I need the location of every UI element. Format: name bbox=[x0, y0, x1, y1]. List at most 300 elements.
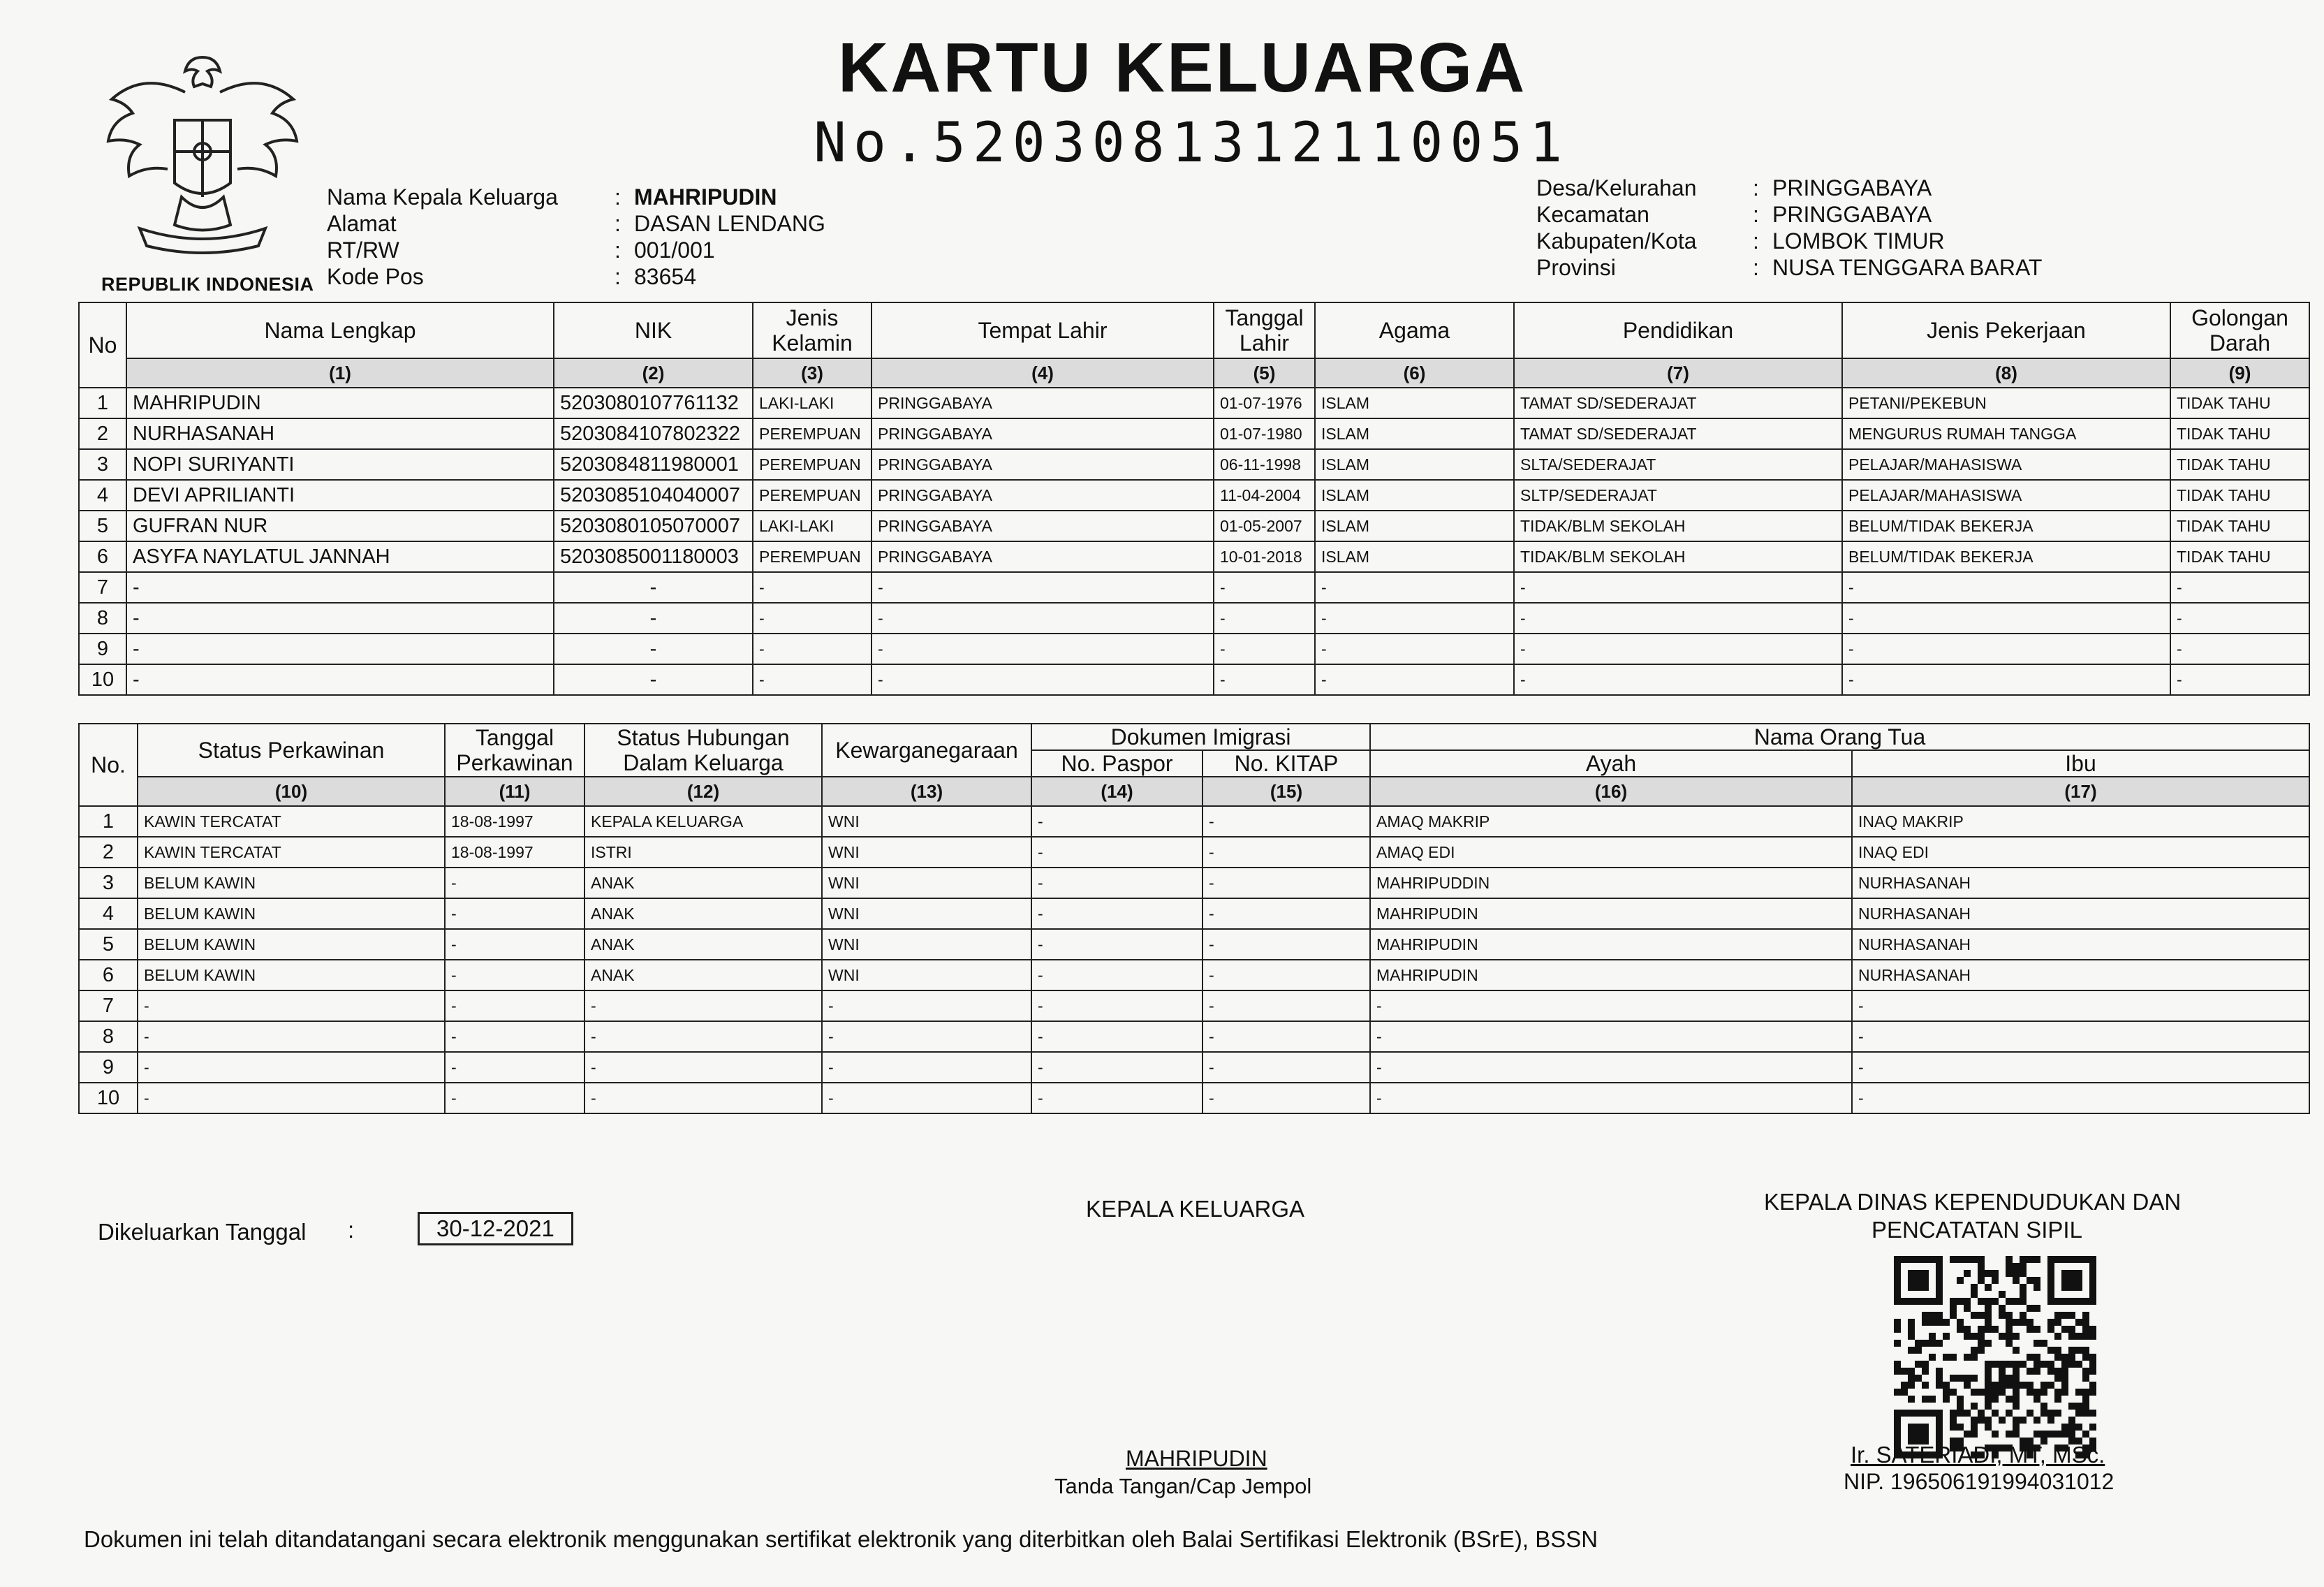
table-cell: AMAQ EDI bbox=[1370, 837, 1852, 868]
table-cell: 9 bbox=[79, 1052, 138, 1083]
header-field bbox=[1536, 175, 2042, 201]
kepala-keluarga-name: MAHRIPUDIN bbox=[1126, 1446, 1267, 1471]
table-cell: - bbox=[126, 664, 554, 695]
table-cell: - bbox=[1315, 572, 1514, 603]
table-cell: 7 bbox=[79, 572, 126, 603]
table-cell: PRINGGABAYA bbox=[872, 388, 1214, 418]
table-cell: 10 bbox=[79, 664, 126, 695]
table-cell: - bbox=[822, 1083, 1031, 1113]
table-cell: 2 bbox=[79, 418, 126, 449]
table-cell: - bbox=[1370, 1083, 1852, 1113]
table-cell: - bbox=[1031, 806, 1203, 837]
table-cell: TIDAK TAHU bbox=[2170, 449, 2309, 480]
table-row bbox=[79, 806, 2309, 837]
table-cell: WNI bbox=[822, 806, 1031, 837]
table-cell: - bbox=[445, 898, 584, 929]
column-header: No. bbox=[79, 724, 138, 806]
table-cell: 5203080107761132 bbox=[554, 388, 753, 418]
column-header: Kewarganegaraan bbox=[822, 724, 1031, 777]
table-cell: 6 bbox=[79, 960, 138, 990]
table-cell: - bbox=[1852, 1083, 2309, 1113]
table-row bbox=[79, 1083, 2309, 1113]
table-cell: - bbox=[1370, 1052, 1852, 1083]
table-cell: 8 bbox=[79, 1021, 138, 1052]
table-cell: - bbox=[1214, 664, 1315, 695]
table-cell: WNI bbox=[822, 868, 1031, 898]
table-cell: 10 bbox=[79, 1083, 138, 1113]
table-cell: - bbox=[1315, 664, 1514, 695]
table-cell: - bbox=[2170, 664, 2309, 695]
table-row bbox=[79, 837, 2309, 868]
table-cell: TAMAT SD/SEDERAJAT bbox=[1514, 388, 1842, 418]
column-index: (10) bbox=[138, 777, 445, 806]
official-name: Ir. SATERIADI, MT, MSc. bbox=[1851, 1442, 2105, 1468]
table-cell: - bbox=[1031, 990, 1203, 1021]
table-cell: ISLAM bbox=[1315, 480, 1514, 511]
table-cell: ISLAM bbox=[1315, 541, 1514, 572]
table-cell: BELUM KAWIN bbox=[138, 868, 445, 898]
header-field-value: DASAN LENDANG bbox=[634, 211, 825, 236]
table-row bbox=[79, 898, 2309, 929]
table-cell: - bbox=[445, 960, 584, 990]
column-index: (16) bbox=[1370, 777, 1852, 806]
table-cell: - bbox=[1203, 929, 1370, 960]
table-cell: 10-01-2018 bbox=[1214, 541, 1315, 572]
table-cell: WNI bbox=[822, 929, 1031, 960]
header-field-colon: : bbox=[1753, 175, 1759, 200]
table-cell: BELUM KAWIN bbox=[138, 960, 445, 990]
table-cell: ISTRI bbox=[584, 837, 822, 868]
table-cell: - bbox=[584, 990, 822, 1021]
table-cell: KEPALA KELUARGA bbox=[584, 806, 822, 837]
table-row bbox=[79, 929, 2309, 960]
table-cell: 18-08-1997 bbox=[445, 806, 584, 837]
table-cell: SLTA/SEDERAJAT bbox=[1514, 449, 1842, 480]
table-cell: - bbox=[554, 603, 753, 634]
table-cell: 2 bbox=[79, 837, 138, 868]
table-cell: 9 bbox=[79, 634, 126, 664]
table-cell: - bbox=[554, 634, 753, 664]
table-cell: ANAK bbox=[584, 960, 822, 990]
table-cell: - bbox=[1203, 1021, 1370, 1052]
table-cell: 06-11-1998 bbox=[1214, 449, 1315, 480]
table-cell: - bbox=[126, 572, 554, 603]
document-title: KARTU KELUARGA bbox=[838, 29, 1527, 107]
table-cell: - bbox=[2170, 603, 2309, 634]
header-field-label: RT/RW bbox=[327, 237, 399, 263]
table-cell: INAQ EDI bbox=[1852, 837, 2309, 868]
table-cell: - bbox=[872, 603, 1214, 634]
column-index: (11) bbox=[445, 777, 584, 806]
table-cell: - bbox=[872, 572, 1214, 603]
header-field-label: Kecamatan bbox=[1536, 202, 1649, 227]
table-cell: - bbox=[753, 603, 872, 634]
table-cell: 18-08-1997 bbox=[445, 837, 584, 868]
table-cell: - bbox=[1031, 898, 1203, 929]
table-cell: 5203080105070007 bbox=[554, 511, 753, 541]
column-index: (3) bbox=[753, 358, 872, 388]
table-cell: PETANI/PEKEBUN bbox=[1842, 388, 2170, 418]
table-cell: 5203085104040007 bbox=[554, 480, 753, 511]
table-cell: BELUM KAWIN bbox=[138, 898, 445, 929]
table-cell: - bbox=[1315, 634, 1514, 664]
column-index: (13) bbox=[822, 777, 1031, 806]
table-cell: WNI bbox=[822, 960, 1031, 990]
column-index: (2) bbox=[554, 358, 753, 388]
table-cell: MAHRIPUDIN bbox=[126, 388, 554, 418]
column-header: No. Paspor bbox=[1031, 750, 1203, 777]
table-cell: ISLAM bbox=[1315, 388, 1514, 418]
table-header-row bbox=[79, 724, 2309, 750]
table-cell: TIDAK TAHU bbox=[2170, 480, 2309, 511]
column-index: (12) bbox=[584, 777, 822, 806]
table-cell: - bbox=[445, 868, 584, 898]
table-cell: ISLAM bbox=[1315, 511, 1514, 541]
table-cell: - bbox=[1370, 990, 1852, 1021]
electronic-signature-disclaimer: Dokumen ini telah ditandatangani secara elektronik menggunakan sertifikat elektronik yang diterbitkan oleh Balai Sertifikasi Elektronik (BSrE), BSSN bbox=[84, 1526, 1598, 1552]
header-field-label: Kode Pos bbox=[327, 264, 424, 289]
header-field-colon: : bbox=[1753, 228, 1759, 254]
table-row bbox=[79, 634, 2309, 664]
column-index: (8) bbox=[1842, 358, 2170, 388]
table-cell: - bbox=[445, 990, 584, 1021]
table-cell: LAKI-LAKI bbox=[753, 388, 872, 418]
table-cell: 4 bbox=[79, 898, 138, 929]
kepala-keluarga-title: KEPALA KELUARGA bbox=[1086, 1196, 1305, 1222]
header-field-value: NUSA TENGGARA BARAT bbox=[1772, 255, 2043, 280]
table-cell: - bbox=[584, 1021, 822, 1052]
table-row bbox=[79, 664, 2309, 695]
table-row bbox=[79, 572, 2309, 603]
header-field bbox=[327, 237, 825, 263]
table-cell: PRINGGABAYA bbox=[872, 449, 1214, 480]
table-cell: - bbox=[554, 664, 753, 695]
table-cell: PEREMPUAN bbox=[753, 418, 872, 449]
table-cell: - bbox=[822, 1052, 1031, 1083]
table-cell: ANAK bbox=[584, 929, 822, 960]
table-cell: NURHASANAH bbox=[126, 418, 554, 449]
table-cell: 1 bbox=[79, 388, 126, 418]
table-cell: - bbox=[138, 990, 445, 1021]
header-field bbox=[1536, 254, 2042, 281]
table-row bbox=[79, 541, 2309, 572]
table-cell: - bbox=[1031, 929, 1203, 960]
table-cell: - bbox=[1214, 603, 1315, 634]
table-cell: 3 bbox=[79, 868, 138, 898]
column-header: Agama bbox=[1315, 302, 1514, 358]
header-field bbox=[1536, 201, 2042, 228]
header-field-value: PRINGGABAYA bbox=[1772, 175, 1932, 200]
table-row bbox=[79, 990, 2309, 1021]
column-header: Status Hubungan Dalam Keluarga bbox=[584, 724, 822, 777]
table-cell: ANAK bbox=[584, 868, 822, 898]
header-field bbox=[1536, 228, 2042, 254]
table-cell: - bbox=[1842, 603, 2170, 634]
table-cell: - bbox=[1214, 572, 1315, 603]
table-row bbox=[79, 960, 2309, 990]
header-field bbox=[327, 210, 825, 237]
dinas-title-line-1: KEPALA DINAS KEPENDUDUKAN DAN bbox=[1764, 1189, 2182, 1215]
column-index: (9) bbox=[2170, 358, 2309, 388]
table-cell: 5203085001180003 bbox=[554, 541, 753, 572]
header-field-value: PRINGGABAYA bbox=[1772, 202, 1932, 227]
column-header: Tanggal Lahir bbox=[1214, 302, 1315, 358]
table-cell: 5203084107802322 bbox=[554, 418, 753, 449]
column-header: Tempat Lahir bbox=[872, 302, 1214, 358]
table-row bbox=[79, 480, 2309, 511]
table-cell: - bbox=[1031, 1021, 1203, 1052]
table-cell: - bbox=[1852, 1052, 2309, 1083]
table-cell: 01-07-1980 bbox=[1214, 418, 1315, 449]
table-cell: - bbox=[445, 929, 584, 960]
table-cell: PRINGGABAYA bbox=[872, 418, 1214, 449]
header-field-label: Nama Kepala Keluarga bbox=[327, 184, 558, 210]
family-members-table bbox=[78, 302, 2310, 696]
table-cell: 7 bbox=[79, 990, 138, 1021]
table-cell: - bbox=[1031, 1083, 1203, 1113]
column-header: Jenis Kelamin bbox=[753, 302, 872, 358]
table-cell: - bbox=[822, 1021, 1031, 1052]
table-cell: TIDAK TAHU bbox=[2170, 541, 2309, 572]
table-cell: - bbox=[1370, 1021, 1852, 1052]
table-cell: - bbox=[1203, 1083, 1370, 1113]
table-cell: - bbox=[126, 634, 554, 664]
issued-date-value: 30-12-2021 bbox=[418, 1212, 573, 1245]
official-nip: NIP. 196506191994031012 bbox=[1844, 1469, 2115, 1494]
table-cell: - bbox=[1031, 837, 1203, 868]
table-row bbox=[79, 603, 2309, 634]
table-cell: - bbox=[1514, 634, 1842, 664]
table-cell: PELAJAR/MAHASISWA bbox=[1842, 449, 2170, 480]
header-field-label: Desa/Kelurahan bbox=[1536, 175, 1697, 200]
column-header: No bbox=[79, 302, 126, 388]
table-cell: WNI bbox=[822, 837, 1031, 868]
column-header: Nama Lengkap bbox=[126, 302, 554, 358]
table-cell: - bbox=[1315, 603, 1514, 634]
header-field-colon: : bbox=[615, 264, 621, 289]
header-field-label: Kabupaten/Kota bbox=[1536, 228, 1697, 254]
table-cell: ISLAM bbox=[1315, 449, 1514, 480]
table-header-row bbox=[79, 302, 2309, 358]
table-cell: - bbox=[1842, 664, 2170, 695]
header-field-colon: : bbox=[615, 211, 621, 236]
table-cell: SLTP/SEDERAJAT bbox=[1514, 480, 1842, 511]
table-cell: - bbox=[1203, 1052, 1370, 1083]
table-cell: PEREMPUAN bbox=[753, 480, 872, 511]
table-cell: TIDAK/BLM SEKOLAH bbox=[1514, 511, 1842, 541]
family-status-table bbox=[78, 723, 2310, 1114]
table-cell: TAMAT SD/SEDERAJAT bbox=[1514, 418, 1842, 449]
table-cell: AMAQ MAKRIP bbox=[1370, 806, 1852, 837]
table-cell: - bbox=[753, 634, 872, 664]
dinas-title-line-2: PENCATATAN SIPIL bbox=[1871, 1217, 2082, 1243]
table-cell: PEREMPUAN bbox=[753, 541, 872, 572]
column-header: Pendidikan bbox=[1514, 302, 1842, 358]
table-cell: MAHRIPUDIN bbox=[1370, 898, 1852, 929]
table-cell: 8 bbox=[79, 603, 126, 634]
table-cell: - bbox=[1214, 634, 1315, 664]
table-cell: NURHASANAH bbox=[1852, 929, 2309, 960]
table-cell: 4 bbox=[79, 480, 126, 511]
column-index-row bbox=[79, 777, 2309, 806]
table-cell: 5 bbox=[79, 929, 138, 960]
column-index: (7) bbox=[1514, 358, 1842, 388]
country-label: REPUBLIK INDONESIA bbox=[101, 274, 314, 295]
header-field bbox=[327, 184, 825, 210]
column-header: No. KITAP bbox=[1203, 750, 1370, 777]
issued-date-colon: : bbox=[348, 1217, 355, 1243]
column-index: (4) bbox=[872, 358, 1214, 388]
header-left-block bbox=[327, 184, 825, 290]
table-cell: - bbox=[584, 1052, 822, 1083]
table-cell: 5 bbox=[79, 511, 126, 541]
table-row bbox=[79, 449, 2309, 480]
table-cell: - bbox=[753, 664, 872, 695]
table-cell: 01-05-2007 bbox=[1214, 511, 1315, 541]
header-field-colon: : bbox=[1753, 202, 1759, 227]
table-cell: - bbox=[445, 1021, 584, 1052]
table-cell: PEREMPUAN bbox=[753, 449, 872, 480]
table-cell: 11-04-2004 bbox=[1214, 480, 1315, 511]
table-cell: - bbox=[126, 603, 554, 634]
table-cell: - bbox=[2170, 634, 2309, 664]
column-header: Dokumen Imigrasi bbox=[1031, 724, 1370, 750]
table-cell: - bbox=[1203, 898, 1370, 929]
column-header: Jenis Pekerjaan bbox=[1842, 302, 2170, 358]
table-cell: TIDAK/BLM SEKOLAH bbox=[1514, 541, 1842, 572]
table-cell: 01-07-1976 bbox=[1214, 388, 1315, 418]
table-cell: - bbox=[1514, 572, 1842, 603]
table-cell: - bbox=[1514, 664, 1842, 695]
header-field-value: LOMBOK TIMUR bbox=[1772, 228, 1945, 254]
table-cell: 1 bbox=[79, 806, 138, 837]
column-index: (1) bbox=[126, 358, 554, 388]
table-cell: INAQ MAKRIP bbox=[1852, 806, 2309, 837]
table-cell: NURHASANAH bbox=[1852, 868, 2309, 898]
table-cell: - bbox=[584, 1083, 822, 1113]
issued-date-label: Dikeluarkan Tanggal bbox=[98, 1219, 307, 1245]
table-cell: - bbox=[1031, 868, 1203, 898]
table-cell: - bbox=[872, 634, 1214, 664]
column-header: Ibu bbox=[1852, 750, 2309, 777]
table-cell: - bbox=[138, 1083, 445, 1113]
table-row bbox=[79, 418, 2309, 449]
table-row bbox=[79, 1052, 2309, 1083]
table-cell: - bbox=[1842, 634, 2170, 664]
column-index-row bbox=[79, 358, 2309, 388]
table-cell: MAHRIPUDIN bbox=[1370, 960, 1852, 990]
table-cell: MAHRIPUDDIN bbox=[1370, 868, 1852, 898]
table-cell: PELAJAR/MAHASISWA bbox=[1842, 480, 2170, 511]
column-header: Status Perkawinan bbox=[138, 724, 445, 777]
table-cell: BELUM KAWIN bbox=[138, 929, 445, 960]
header-field-value: 001/001 bbox=[634, 237, 715, 263]
table-cell: WNI bbox=[822, 898, 1031, 929]
table-cell: - bbox=[1031, 960, 1203, 990]
table-row bbox=[79, 388, 2309, 418]
column-index: (15) bbox=[1203, 777, 1370, 806]
table-cell: - bbox=[2170, 572, 2309, 603]
column-index: (17) bbox=[1852, 777, 2309, 806]
header-field-value: MAHRIPUDIN bbox=[634, 184, 777, 210]
table-cell: - bbox=[445, 1052, 584, 1083]
column-header: Tanggal Perkawinan bbox=[445, 724, 584, 777]
table-cell: - bbox=[1203, 990, 1370, 1021]
column-header: NIK bbox=[554, 302, 753, 358]
header-field-label: Alamat bbox=[327, 211, 397, 236]
table-cell: - bbox=[822, 990, 1031, 1021]
document-number: No.5203081312110051 bbox=[814, 112, 1570, 175]
header-right-block bbox=[1536, 175, 2042, 281]
table-cell: DEVI APRILIANTI bbox=[126, 480, 554, 511]
table-cell: - bbox=[1842, 572, 2170, 603]
table-cell: - bbox=[445, 1083, 584, 1113]
table-cell: NOPI SURIYANTI bbox=[126, 449, 554, 480]
table-cell: ANAK bbox=[584, 898, 822, 929]
table-cell: - bbox=[138, 1052, 445, 1083]
table-cell: MAHRIPUDIN bbox=[1370, 929, 1852, 960]
table-cell: - bbox=[1203, 960, 1370, 990]
table-cell: PRINGGABAYA bbox=[872, 541, 1214, 572]
table-cell: 6 bbox=[79, 541, 126, 572]
qr-code-icon bbox=[1894, 1256, 2096, 1458]
table-cell: - bbox=[1203, 868, 1370, 898]
header-field-colon: : bbox=[1753, 255, 1759, 280]
table-cell: - bbox=[872, 664, 1214, 695]
table-row bbox=[79, 511, 2309, 541]
header-field-value: 83654 bbox=[634, 264, 696, 289]
table-cell: GUFRAN NUR bbox=[126, 511, 554, 541]
table-cell: NURHASANAH bbox=[1852, 898, 2309, 929]
table-cell: TIDAK TAHU bbox=[2170, 511, 2309, 541]
table-cell: KAWIN TERCATAT bbox=[138, 806, 445, 837]
table-cell: - bbox=[554, 572, 753, 603]
table-cell: PRINGGABAYA bbox=[872, 511, 1214, 541]
column-header: Nama Orang Tua bbox=[1370, 724, 2309, 750]
table-cell: - bbox=[1031, 1052, 1203, 1083]
table-cell: 5203084811980001 bbox=[554, 449, 753, 480]
header-field-colon: : bbox=[615, 184, 621, 210]
table-cell: LAKI-LAKI bbox=[753, 511, 872, 541]
table-cell: - bbox=[1203, 806, 1370, 837]
table-cell: 3 bbox=[79, 449, 126, 480]
table-row bbox=[79, 868, 2309, 898]
column-index: (14) bbox=[1031, 777, 1203, 806]
table-cell: BELUM/TIDAK BEKERJA bbox=[1842, 511, 2170, 541]
table-cell: TIDAK TAHU bbox=[2170, 418, 2309, 449]
signature-label: Tanda Tangan/Cap Jempol bbox=[1054, 1474, 1312, 1498]
table-cell: - bbox=[1203, 837, 1370, 868]
table-row bbox=[79, 1021, 2309, 1052]
table-cell: NURHASANAH bbox=[1852, 960, 2309, 990]
table-cell: KAWIN TERCATAT bbox=[138, 837, 445, 868]
header-field bbox=[327, 263, 825, 290]
table-cell: PRINGGABAYA bbox=[872, 480, 1214, 511]
header-field-label: Provinsi bbox=[1536, 255, 1616, 280]
table-cell: - bbox=[1852, 1021, 2309, 1052]
column-header: Ayah bbox=[1370, 750, 1852, 777]
column-index: (6) bbox=[1315, 358, 1514, 388]
table-cell: ISLAM bbox=[1315, 418, 1514, 449]
table-cell: - bbox=[1514, 603, 1842, 634]
table-cell: - bbox=[1852, 990, 2309, 1021]
table-cell: BELUM/TIDAK BEKERJA bbox=[1842, 541, 2170, 572]
table-cell: - bbox=[138, 1021, 445, 1052]
column-index: (5) bbox=[1214, 358, 1315, 388]
table-cell: - bbox=[753, 572, 872, 603]
garuda-emblem-icon bbox=[98, 43, 307, 267]
table-cell: ASYFA NAYLATUL JANNAH bbox=[126, 541, 554, 572]
